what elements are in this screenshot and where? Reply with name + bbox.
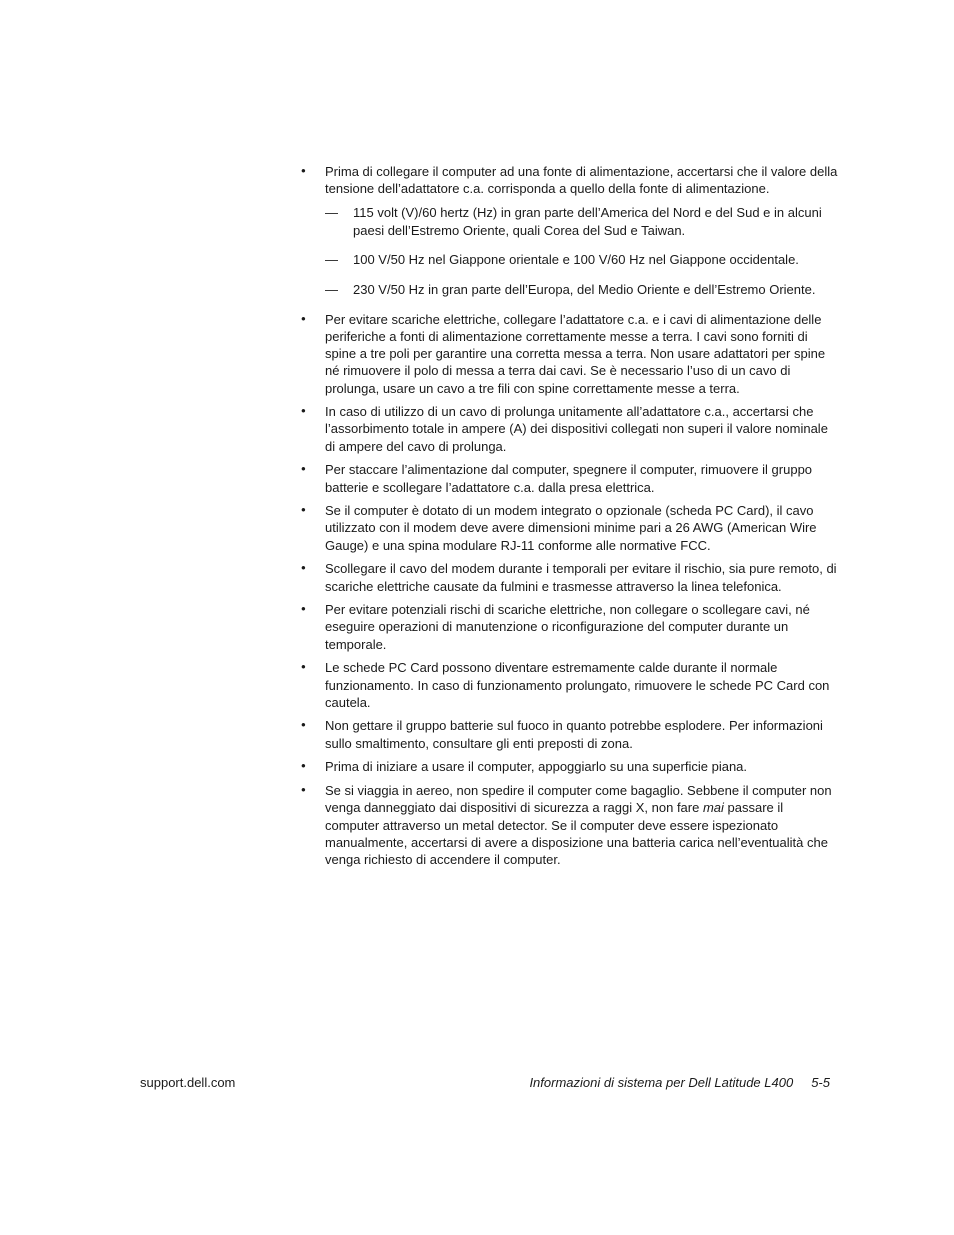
bullet-icon: • xyxy=(301,758,306,774)
list-item xyxy=(300,461,840,495)
list-item xyxy=(300,758,840,775)
list-item xyxy=(300,163,840,298)
bullet-icon: • xyxy=(301,502,306,518)
list-item-text: Per staccare l’alimentazione dal computer, spegnere il computer, rimuovere il gruppo batterie e scollegare l’adattatore c.a. dalla presa elettrica. xyxy=(325,462,813,495)
list-item-text: Per evitare potenziali rischi di scariche elettriche, non collegare o scollegare cavi, né eseguire operazioni di manutenzione o riconfigurazione del computer durante un temporale. xyxy=(325,602,810,652)
voltage-sublist xyxy=(325,204,840,298)
dash-icon: — xyxy=(325,205,338,221)
text-segment: Se si viaggia in aereo, non spedire il computer come bagaglio. Sebbene il computer non venga danneggiato dai dispositivi di sicurezza a raggi X, non fare xyxy=(325,783,832,816)
bullet-icon: • xyxy=(301,782,306,798)
bullet-icon: • xyxy=(301,601,306,617)
sublist-item-text: 230 V/50 Hz in gran parte dell’Europa, del Medio Oriente e dell’Estremo Oriente. xyxy=(353,282,816,298)
sublist-item xyxy=(325,281,840,298)
page-number: 5-5 xyxy=(811,1075,830,1090)
dash-icon: — xyxy=(325,282,338,298)
bullet-icon: • xyxy=(301,560,306,576)
bullet-icon: • xyxy=(301,461,306,477)
list-item-text xyxy=(325,782,840,868)
list-item xyxy=(300,311,840,397)
bullet-icon: • xyxy=(301,717,306,733)
list-item-text: In caso di utilizzo di un cavo di prolunga unitamente all’adattatore c.a., accertarsi che l’assorbimento totale in ampere (A) dei dispositivi collegati non superi il valore nominale di ampere del cavo di prolunga. xyxy=(325,404,828,454)
sublist-item xyxy=(325,204,840,238)
list-item xyxy=(300,560,840,594)
list-item-text: Prima di collegare il computer ad una fonte di alimentazione, accertarsi che il valore della tensione dell’adattatore c.a. corrisponda a quello della fonte di alimentazione. xyxy=(325,164,838,197)
bullet-icon: • xyxy=(301,403,306,419)
sublist-item xyxy=(325,251,840,268)
list-item xyxy=(300,502,840,554)
sublist-item-text: 115 volt (V)/60 hertz (Hz) in gran parte dell’America del Nord e del Sud e in alcuni paesi dell’Estremo Oriente, quali Corea del Sud e Taiwan. xyxy=(353,205,822,238)
footer-running-title xyxy=(529,1074,830,1091)
dash-icon: — xyxy=(325,252,338,268)
text-segment: passare il computer attraverso un metal detector. Se il computer deve essere ispezionato manualmente, accertarsi di avere a disposizione una batteria carica nell’eventualità che venga richiesto di accendere il computer. xyxy=(325,800,828,867)
list-item-text: Scollegare il cavo del modem durante i temporali per evitare il rischio, sia pure remoto, di scariche elettriche causate da fulmini e trasmesse attraverso la linea telefonica. xyxy=(325,561,837,594)
safety-instructions-list xyxy=(300,163,840,875)
list-item xyxy=(300,601,840,653)
list-item xyxy=(300,403,840,455)
bullet-icon: • xyxy=(301,659,306,675)
emphasis-text: mai xyxy=(702,800,724,816)
bullet-icon: • xyxy=(301,163,306,178)
list-item-text: Se il computer è dotato di un modem integrato o opzionale (scheda PC Card), il cavo utilizzato con il modem deve avere dimensioni minime pari a 26 AWG (American Wire Gauge) e una spina modulare RJ-11 conforme alle normative FCC. xyxy=(325,503,817,553)
footer-title: Informazioni di sistema per Dell Latitude L400 xyxy=(529,1075,794,1090)
list-item xyxy=(300,717,840,751)
list-item-text: Per evitare scariche elettriche, collegare l’adattatore c.a. e i cavi di alimentazione delle periferiche a fonti di alimentazione correttamente messe a terra. I cavi sono forniti di spine a tre poli per garantire una corretta messa a terra. Non usare adattatori per spine né rimuovere il polo di messa a terra dai cavi. Se è necessario l’uso di un cavo di prolunga, usare un cavo a tre fili con spine correttamente messe a terra. xyxy=(325,311,826,396)
sublist-item-text: 100 V/50 Hz nel Giappone orientale e 100 V/60 Hz nel Giappone occidentale. xyxy=(353,252,799,268)
list-item-text: Le schede PC Card possono diventare estremamente calde durante il normale funzionamento. In caso di funzionamento prolungato, rimuovere le schede PC Card con cautela. xyxy=(325,660,830,710)
list-item-text: Non gettare il gruppo batterie sul fuoco in quanto potrebbe esplodere. Per informazioni sullo smaltimento, consultare gli enti preposti di zona. xyxy=(325,718,823,751)
list-item xyxy=(300,782,840,868)
list-item xyxy=(300,659,840,711)
footer-site: support.dell.com xyxy=(140,1075,236,1090)
bullet-icon: • xyxy=(301,310,306,326)
list-item-text: Prima di iniziare a usare il computer, appoggiarlo su una superficie piana. xyxy=(325,759,748,775)
